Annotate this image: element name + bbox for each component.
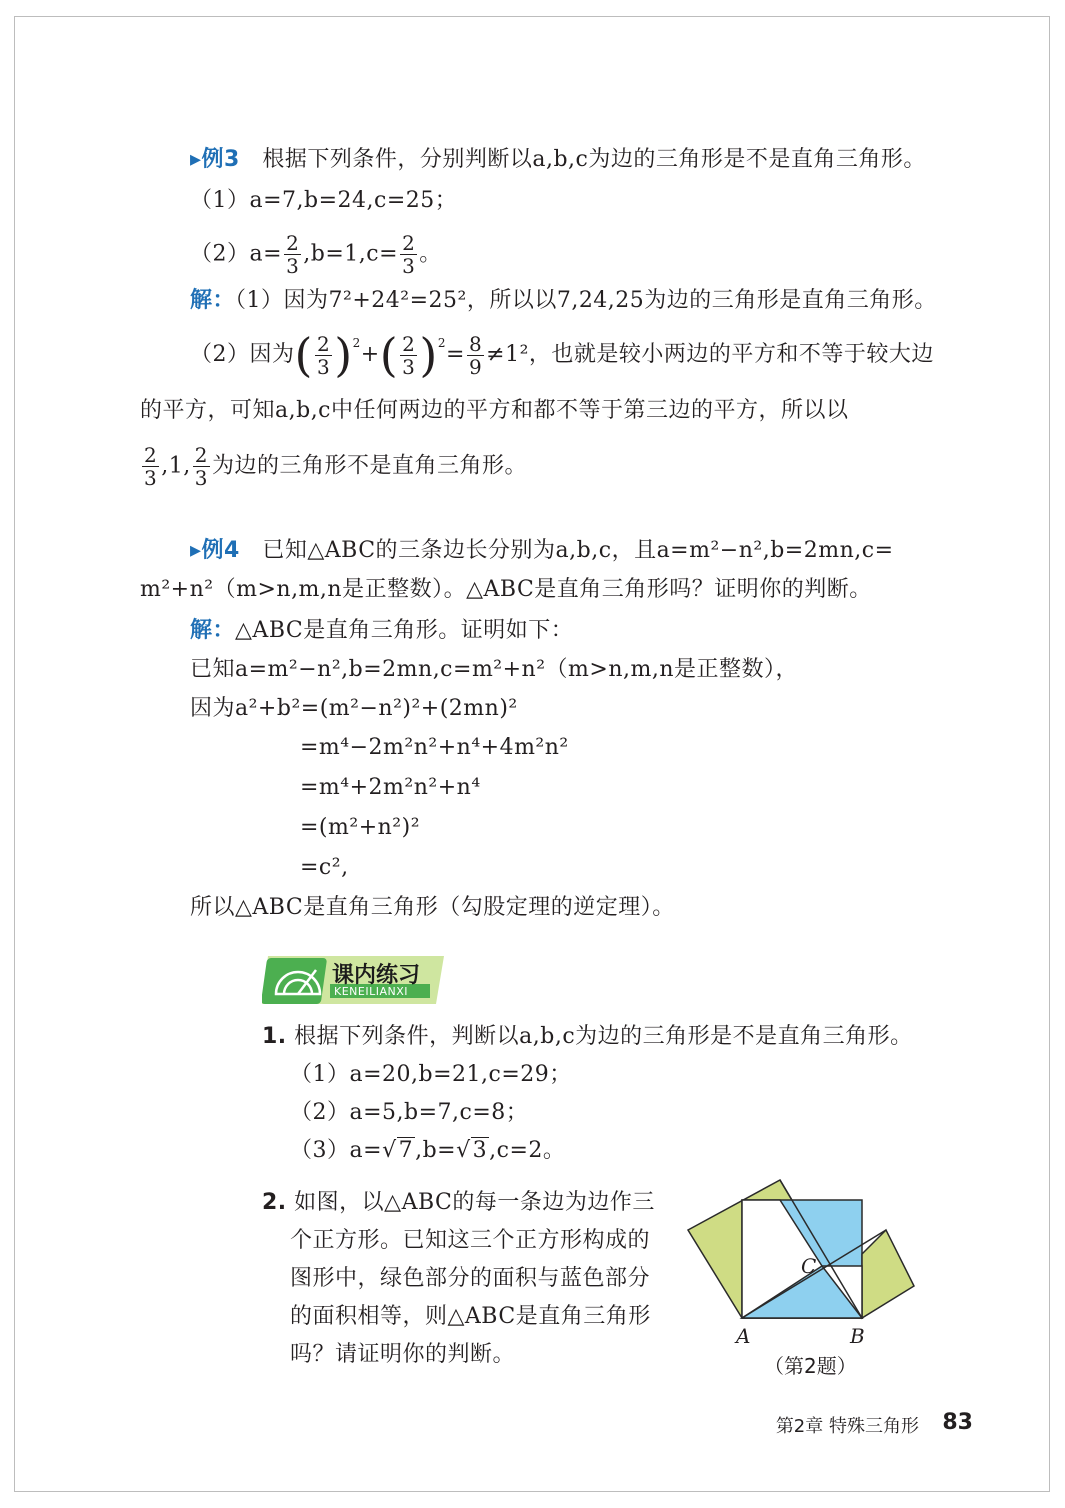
- solution-label: 解：: [190, 618, 236, 643]
- plus-sign: +: [360, 342, 380, 367]
- sqrt-seven: 7: [398, 1138, 414, 1163]
- line3-end: 为边的三角形不是直角三角形。: [211, 453, 527, 479]
- example4-step2: =m⁴+2m²n²+n⁴: [300, 775, 481, 800]
- example4-question-line1: 已知△ABC的三条边长分别为a,b,c，且a=m²−n²,b=2mn,c=: [262, 538, 894, 563]
- page-number: 83: [942, 1410, 973, 1435]
- fraction-two-thirds: $\frac{2}{3}$: [402, 231, 416, 278]
- example3-case2: [190, 232, 442, 277]
- equals-sign: =: [446, 342, 465, 367]
- fraction-two-thirds: $\frac{2}{3}$: [402, 331, 416, 379]
- example4-known: 已知a=m²−n²,b=2mn,c=m²+n²（m>n,m,n是正整数），: [190, 657, 799, 682]
- fraction-two-thirds: $\frac{2}{3}$: [286, 231, 300, 278]
- solution2-prefix: （2）因为: [190, 342, 295, 367]
- case2-mid: ,b=1,c=: [303, 241, 399, 267]
- example4-step1: =m⁴−2m²n²+n⁴+4m²n²: [300, 735, 569, 760]
- footer-chapter: 第2章 特殊三角形: [775, 1416, 919, 1437]
- solution2-rest: ≠1²，也就是较小两边的平方和不等于较大边: [486, 342, 934, 367]
- example3-solution2-line2: 的平方，可知a,b,c中任何两边的平方和都不等于第三边的平方，所以以: [140, 398, 849, 423]
- q2-number: 2.: [262, 1190, 287, 1215]
- case2-end: 。: [419, 241, 442, 267]
- practice-title: 课内练习: [332, 963, 421, 988]
- q2-text-line: 如图，以△ABC的每一条边为边作三: [294, 1190, 655, 1215]
- q1-number: 1.: [262, 1024, 287, 1049]
- practice-subtitle: KENEILIANXI: [334, 985, 408, 998]
- practice-badge: [262, 952, 448, 1008]
- vertex-a-label: A: [736, 1324, 751, 1348]
- example4-conclusion: 所以△ABC是直角三角形（勾股定理的逆定理）。: [190, 895, 675, 920]
- fraction-two-thirds: $\frac{2}{3}$: [144, 443, 158, 490]
- vertex-b-label: B: [850, 1324, 865, 1348]
- line3-mid: ,1,: [161, 453, 191, 479]
- example4-label: ▸例4: [190, 538, 240, 563]
- practice-q2-line2: 图形中，绿色部分的面积与蓝色部分: [290, 1266, 651, 1291]
- fraction-eight-ninths: $\frac{8}{9}$: [468, 331, 483, 379]
- example4-question-line2: m²+n²（m>n,m,n是正整数）。△ABC是直角三角形吗？证明你的判断。: [140, 577, 872, 602]
- example4-solution-intro: [190, 616, 573, 646]
- example3-question: 根据下列条件，分别判断以a,b,c为边的三角形是不是直角三角形。: [262, 147, 926, 172]
- practice-q2-line0: [262, 1188, 655, 1218]
- green-square-right: [862, 1230, 914, 1318]
- example4-step3: =(m²+n²)²: [300, 815, 421, 840]
- example4-step0: 因为a²+b²=(m²−n²)²+(2mn)²: [190, 696, 518, 721]
- fraction-two-thirds: $\frac{2}{3}$: [316, 331, 331, 379]
- figure-caption: （第2题）: [764, 1354, 857, 1378]
- example4-step4: =c²,: [300, 855, 349, 880]
- solution1-text: （1）因为7²+24²=25²，所以以7,24,25为边的三角形是直角三角形。: [235, 288, 937, 313]
- practice-q1-b: （2）a=5,b=7,c=8；: [290, 1100, 529, 1125]
- practice-q1: [262, 1022, 913, 1052]
- example4-heading: [190, 536, 894, 566]
- practice-q2-line4: 吗？请证明你的判断。: [290, 1342, 516, 1367]
- practice-q1-c: （3）a=√7,b=√3,c=2。: [290, 1138, 566, 1163]
- practice-q2-line3: 的面积相等，则△ABC是直角三角形: [290, 1304, 651, 1329]
- q1-text: 根据下列条件，判断以a,b,c为边的三角形是不是直角三角形。: [294, 1024, 913, 1049]
- example3-solution1: [190, 286, 937, 316]
- example3-label: ▸例3: [190, 147, 240, 172]
- example3-solution2: （2）因为( $\frac{2}{3}$ )$^2$+( $\frac{2}{3}$ )$^2$= $\frac{8}{9}$ ≠1²，也就是较小两边的平方和不等于较大边: [190, 328, 934, 382]
- practice-q2-line1: 个正方形。已知这三个正方形构成的: [290, 1228, 651, 1253]
- example3-case1: （1）a=7,b=24,c=25；: [190, 188, 458, 213]
- practice-q1-a: （1）a=20,b=21,c=29；: [290, 1062, 572, 1087]
- vertex-c-label: C: [801, 1254, 817, 1278]
- fraction-two-thirds: $\frac{2}{3}$: [194, 443, 208, 490]
- sqrt-three: 3: [472, 1138, 488, 1163]
- example3-solution2-line3: [140, 444, 527, 489]
- q1c-prefix: （3）a=: [290, 1138, 383, 1163]
- solution-label: 解：: [190, 288, 236, 313]
- example3-heading: [190, 145, 926, 175]
- q1c-mid: ,b=: [415, 1138, 457, 1163]
- solution-intro-text: △ABC是直角三角形。证明如下：: [235, 618, 574, 643]
- case2-prefix: （2）a=: [190, 241, 283, 267]
- q1c-end: ,c=2。: [489, 1138, 566, 1163]
